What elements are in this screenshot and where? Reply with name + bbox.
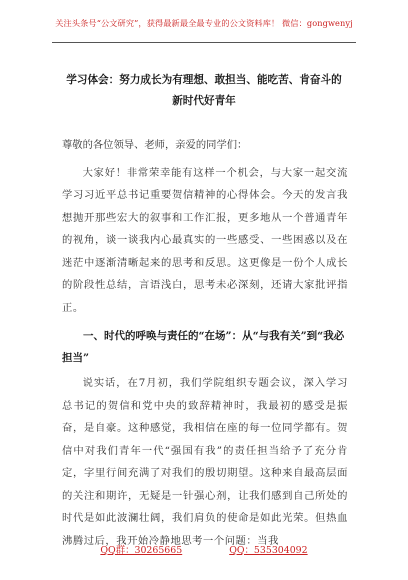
header-divider xyxy=(52,42,356,43)
qq-group-link[interactable]: QQ群：30265665 xyxy=(100,545,183,556)
qq-contact-link[interactable]: QQ：535304092 xyxy=(229,545,308,556)
paragraph-intro: 大家好！非常荣幸能有这样一个机会，与大家一起交流学习习近平总书记重要贺信精神的心得体会。今天的发言我想抛开那些宏大的叙事和工作汇报，更多地从一个普通青年的视角，谈一谈我内心最真实的一些感受、一些困惑以及在迷茫中逐渐清晰起来的思考和反思。这更像是一份个人成长的阶段性总结，言语浅白，思考未必深刻，还请大家批评指正。 xyxy=(62,166,348,314)
paragraph-section-1: 说实话，在7月初，我们学院组织专题会议，深入学习总书记的贺信和党中央的致辞精神时，我最初的感受是振奋，是自豪。这种感觉，我相信在座的每一位同学都有。贺信中对我们青年一代“强国有我”的责任担当给予了充分肯定，字里行间充满了对我们的殷切期望。这种来自最高层面的关注和期许，无疑是一针强心剂，让我们感到自己所处的时代是如此波澜壮阔，我们肩负的使命是如此光荣。但热血沸腾过后，我开始冷静地思考一个问题：当我 xyxy=(62,377,348,547)
header-banner: 关注头条号“公文研究”，获得最新最全最专业的公文资料库！ 微信：gongwenyj xyxy=(55,18,353,28)
footer-contacts xyxy=(0,542,408,556)
salutation: 尊敬的各位领导、老师，亲爱的同学们： xyxy=(62,139,248,151)
document-title xyxy=(50,70,358,112)
title-line-2: 新时代好青年 xyxy=(172,95,236,107)
document-body xyxy=(62,134,348,552)
title-line-1: 学习体会：努力成长为有理想、敢担当、能吃苦、肯奋斗的 xyxy=(66,74,342,86)
section-heading-1: 一、时代的呼唤与责任的“在场”：从“与我有关”到“我必担当” xyxy=(62,330,345,364)
